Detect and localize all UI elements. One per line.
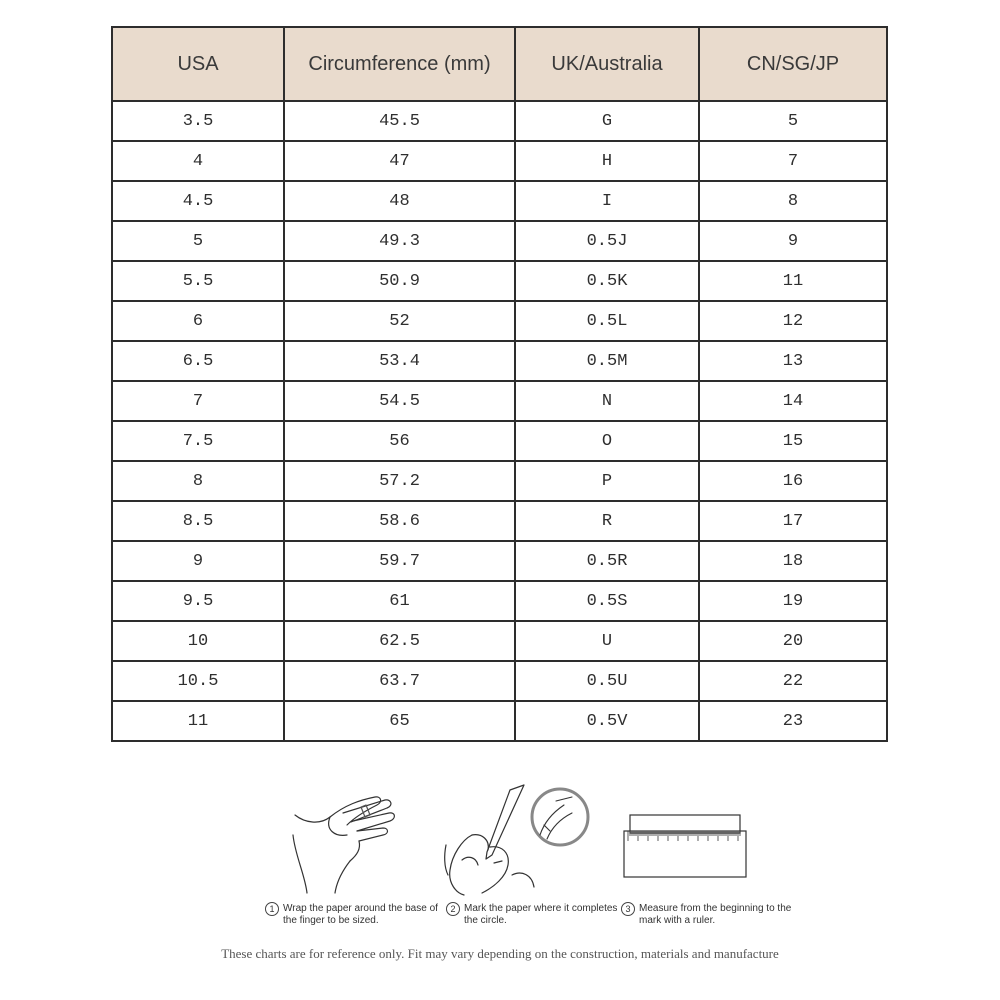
cell-circumference: 65 (284, 701, 515, 741)
table-row (112, 341, 887, 381)
cell-uk-australia: G (515, 101, 699, 141)
table-row (112, 101, 887, 141)
table-row (112, 461, 887, 501)
step-2-number: 2 (446, 902, 460, 916)
cell-usa: 6.5 (112, 341, 284, 381)
cell-cn-sg-jp: 5 (699, 101, 887, 141)
disclaimer-note: These charts are for reference only. Fit may vary depending on the construction, materials and manufacture (221, 946, 779, 961)
table-row (112, 221, 887, 261)
ruler-icon (620, 775, 750, 900)
table-row (112, 701, 887, 741)
cell-cn-sg-jp: 7 (699, 141, 887, 181)
table-row (112, 141, 887, 181)
hand-wrap-icon (265, 775, 415, 900)
cell-usa: 9.5 (112, 581, 284, 621)
cell-uk-australia: 0.5S (515, 581, 699, 621)
cell-uk-australia: 0.5J (515, 221, 699, 261)
table-row (112, 581, 887, 621)
cell-circumference: 61 (284, 581, 515, 621)
step-1-number: 1 (265, 902, 279, 916)
cell-uk-australia: 0.5U (515, 661, 699, 701)
cell-cn-sg-jp: 11 (699, 261, 887, 301)
cell-uk-australia: 0.5K (515, 261, 699, 301)
cell-usa: 8 (112, 461, 284, 501)
step-3 (620, 775, 750, 905)
step-1-text: Wrap the paper around the base of the finger to be sized. (283, 903, 438, 926)
cell-usa: 4 (112, 141, 284, 181)
cell-circumference: 47 (284, 141, 515, 181)
ring-size-table (111, 26, 888, 742)
table-row (112, 181, 887, 221)
cell-circumference: 62.5 (284, 621, 515, 661)
cell-cn-sg-jp: 8 (699, 181, 887, 221)
table-row (112, 501, 887, 541)
cell-uk-australia: 0.5L (515, 301, 699, 341)
cell-circumference: 56 (284, 421, 515, 461)
cell-circumference: 49.3 (284, 221, 515, 261)
cell-circumference: 58.6 (284, 501, 515, 541)
cell-circumference: 48 (284, 181, 515, 221)
cell-cn-sg-jp: 9 (699, 221, 887, 261)
cell-uk-australia: O (515, 421, 699, 461)
cell-usa: 5.5 (112, 261, 284, 301)
cell-uk-australia: I (515, 181, 699, 221)
cell-usa: 10 (112, 621, 284, 661)
cell-uk-australia: 0.5V (515, 701, 699, 741)
table-row (112, 301, 887, 341)
cell-usa: 5 (112, 221, 284, 261)
table-row (112, 261, 887, 301)
pen-mark-icon (432, 775, 602, 900)
cell-cn-sg-jp: 14 (699, 381, 887, 421)
step-1-caption (265, 903, 445, 927)
sizing-instructions (0, 775, 1000, 935)
cell-circumference: 52 (284, 301, 515, 341)
cell-cn-sg-jp: 17 (699, 501, 887, 541)
cell-uk-australia: 0.5M (515, 341, 699, 381)
cell-uk-australia: H (515, 141, 699, 181)
cell-usa: 8.5 (112, 501, 284, 541)
cell-uk-australia: R (515, 501, 699, 541)
cell-circumference: 63.7 (284, 661, 515, 701)
header-uk-australia: UK/Australia (515, 27, 699, 101)
cell-usa: 4.5 (112, 181, 284, 221)
cell-cn-sg-jp: 15 (699, 421, 887, 461)
cell-usa: 7.5 (112, 421, 284, 461)
table-body (112, 101, 887, 741)
cell-cn-sg-jp: 20 (699, 621, 887, 661)
cell-circumference: 54.5 (284, 381, 515, 421)
cell-circumference: 57.2 (284, 461, 515, 501)
step-3-number: 3 (621, 902, 635, 916)
cell-usa: 9 (112, 541, 284, 581)
step-2-caption (446, 903, 626, 927)
table-row (112, 541, 887, 581)
table-row (112, 421, 887, 461)
cell-usa: 6 (112, 301, 284, 341)
cell-circumference: 53.4 (284, 341, 515, 381)
cell-cn-sg-jp: 19 (699, 581, 887, 621)
cell-usa: 10.5 (112, 661, 284, 701)
cell-uk-australia: P (515, 461, 699, 501)
table-row (112, 661, 887, 701)
cell-uk-australia: U (515, 621, 699, 661)
cell-cn-sg-jp: 13 (699, 341, 887, 381)
table-row (112, 381, 887, 421)
cell-uk-australia: 0.5R (515, 541, 699, 581)
cell-usa: 3.5 (112, 101, 284, 141)
cell-cn-sg-jp: 12 (699, 301, 887, 341)
step-2 (432, 775, 602, 905)
cell-cn-sg-jp: 22 (699, 661, 887, 701)
cell-circumference: 59.7 (284, 541, 515, 581)
header-cn-sg-jp: CN/SG/JP (699, 27, 887, 101)
header-circumference: Circumference (mm) (284, 27, 515, 101)
cell-usa: 7 (112, 381, 284, 421)
header-usa: USA (112, 27, 284, 101)
cell-usa: 11 (112, 701, 284, 741)
step-3-caption (621, 903, 801, 927)
cell-circumference: 45.5 (284, 101, 515, 141)
step-2-text: Mark the paper where it completes the circle. (464, 903, 618, 926)
cell-circumference: 50.9 (284, 261, 515, 301)
table-header-row (112, 27, 887, 101)
cell-cn-sg-jp: 18 (699, 541, 887, 581)
step-1 (265, 775, 415, 905)
step-3-text: Measure from the beginning to the mark with a ruler. (639, 903, 792, 926)
cell-cn-sg-jp: 23 (699, 701, 887, 741)
cell-uk-australia: N (515, 381, 699, 421)
cell-cn-sg-jp: 16 (699, 461, 887, 501)
table-row (112, 621, 887, 661)
